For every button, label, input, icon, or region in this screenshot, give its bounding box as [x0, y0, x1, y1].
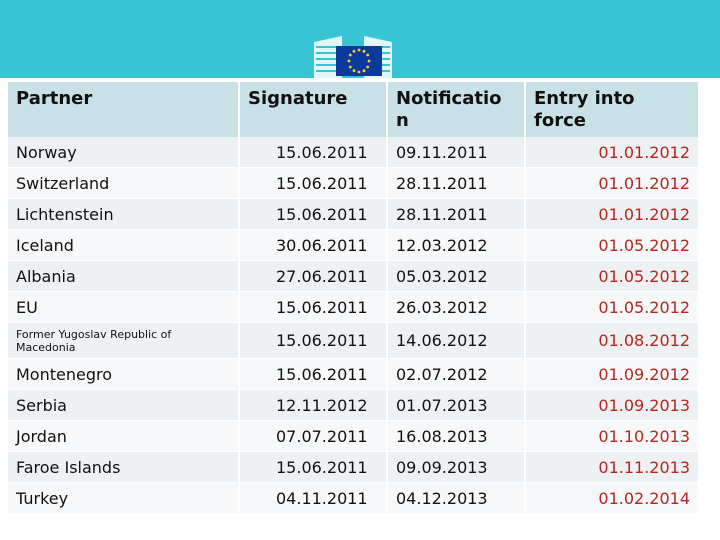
table-row	[8, 323, 700, 359]
cell-entry-into-force: 01.01.2012	[526, 199, 700, 230]
cell-notification: 09.11.2011	[388, 137, 526, 168]
table-header-row	[8, 82, 700, 137]
cell-notification: 28.11.2011	[388, 199, 526, 230]
cell-signature: 12.11.2012	[240, 390, 388, 421]
cell-notification: 05.03.2012	[388, 261, 526, 292]
table-row	[8, 168, 700, 199]
table-row	[8, 137, 700, 168]
table-row	[8, 390, 700, 421]
cell-notification: 14.06.2012	[388, 323, 526, 359]
cell-entry-into-force: 01.11.2013	[526, 452, 700, 483]
table-row	[8, 483, 700, 514]
header-partner: Partner	[8, 82, 240, 137]
table-row	[8, 359, 700, 390]
header-entry-into-force: Entry into force	[526, 82, 700, 137]
cell-partner: Albania	[8, 261, 240, 292]
cell-partner: EU	[8, 292, 240, 323]
cell-signature: 15.06.2011	[240, 323, 388, 359]
eu-commission-logo-icon	[312, 22, 394, 78]
cell-entry-into-force: 01.02.2014	[526, 483, 700, 514]
cell-notification: 28.11.2011	[388, 168, 526, 199]
cell-notification: 09.09.2013	[388, 452, 526, 483]
top-banner	[0, 0, 720, 78]
cell-notification: 12.03.2012	[388, 230, 526, 261]
ratification-table	[8, 82, 700, 514]
cell-notification: 04.12.2013	[388, 483, 526, 514]
cell-partner: Turkey	[8, 483, 240, 514]
header-notification: Notificatio n	[388, 82, 526, 137]
cell-signature: 15.06.2011	[240, 359, 388, 390]
table-row	[8, 261, 700, 292]
cell-signature: 15.06.2011	[240, 292, 388, 323]
cell-partner: Switzerland	[8, 168, 240, 199]
cell-entry-into-force: 01.05.2012	[526, 292, 700, 323]
cell-signature: 15.06.2011	[240, 137, 388, 168]
cell-notification: 16.08.2013	[388, 421, 526, 452]
cell-signature: 15.06.2011	[240, 168, 388, 199]
cell-entry-into-force: 01.09.2012	[526, 359, 700, 390]
cell-partner: Iceland	[8, 230, 240, 261]
cell-partner: Faroe Islands	[8, 452, 240, 483]
eu-flag-icon	[336, 46, 382, 76]
cell-entry-into-force: 01.09.2013	[526, 390, 700, 421]
cell-partner: Montenegro	[8, 359, 240, 390]
cell-signature: 04.11.2011	[240, 483, 388, 514]
header-signature: Signature	[240, 82, 388, 137]
cell-partner: Former Yugoslav Republic of Macedonia	[8, 323, 240, 359]
cell-signature: 30.06.2011	[240, 230, 388, 261]
cell-signature: 27.06.2011	[240, 261, 388, 292]
cell-notification: 01.07.2013	[388, 390, 526, 421]
table-row	[8, 230, 700, 261]
cell-notification: 26.03.2012	[388, 292, 526, 323]
cell-partner: Jordan	[8, 421, 240, 452]
cell-signature: 07.07.2011	[240, 421, 388, 452]
cell-entry-into-force: 01.05.2012	[526, 261, 700, 292]
cell-notification: 02.07.2012	[388, 359, 526, 390]
cell-entry-into-force: 01.08.2012	[526, 323, 700, 359]
cell-partner: Lichtenstein	[8, 199, 240, 230]
table-row	[8, 452, 700, 483]
table-row	[8, 292, 700, 323]
cell-entry-into-force: 01.01.2012	[526, 168, 700, 199]
cell-entry-into-force: 01.10.2013	[526, 421, 700, 452]
table-row	[8, 421, 700, 452]
cell-partner: Norway	[8, 137, 240, 168]
cell-partner: Serbia	[8, 390, 240, 421]
cell-signature: 15.06.2011	[240, 452, 388, 483]
cell-entry-into-force: 01.05.2012	[526, 230, 700, 261]
cell-signature: 15.06.2011	[240, 199, 388, 230]
table-row	[8, 199, 700, 230]
cell-entry-into-force: 01.01.2012	[526, 137, 700, 168]
